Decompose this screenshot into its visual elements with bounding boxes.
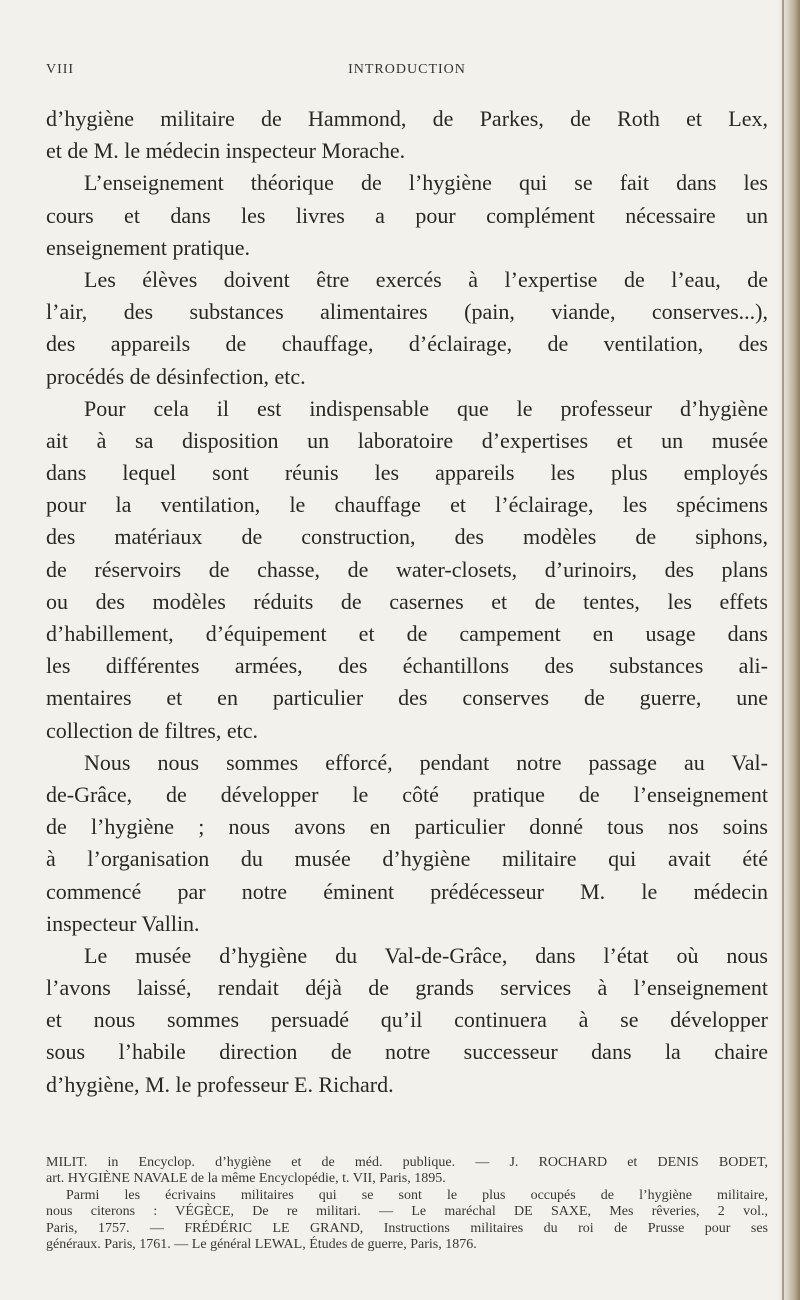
footnote-line: généraux. Paris, 1761. — Le général LEWAL, Études de guerre, Paris, 1876.	[46, 1236, 477, 1252]
page-number: VIII	[46, 62, 75, 77]
body-line: Nous nous sommes efforcé, pendant notre passage au Val-	[84, 749, 768, 775]
footnotes	[46, 1155, 768, 1253]
body-line: l’air, des substances alimentaires (pain, viande, conserves...),	[46, 299, 768, 325]
body-line: cours et dans les livres a pour complément nécessaire un	[46, 202, 768, 228]
body-line: collection de filtres, etc.	[46, 717, 258, 743]
body-line: des matériaux de construction, des modèles de siphons,	[46, 524, 768, 550]
page-header	[46, 62, 768, 80]
body-line: L’enseignement théorique de l’hygiène qui se fait dans les	[84, 170, 768, 196]
body-line: dans lequel sont réunis les appareils les plus employés	[46, 460, 768, 486]
footnote-line: art. HYGIÈNE NAVALE de la même Encyclopédie, t. VII, Paris, 1895.	[46, 1171, 446, 1187]
body-line: de l’hygiène ; nous avons en particulier donné tous nos soins	[46, 814, 768, 840]
body-line: commencé par notre éminent prédécesseur M. le médecin	[46, 878, 768, 904]
footnote-line: nous citerons : VÉGÈCE, De re militari. — Le maréchal DE SAXE, Mes rêveries, 2 vol.,	[46, 1204, 768, 1220]
body-line: mentaires et en particulier des conserves de guerre, une	[46, 685, 768, 711]
body-line: Les élèves doivent être exercés à l’expertise de l’eau, de	[84, 266, 768, 292]
body-text	[46, 103, 768, 1101]
body-line: pour la ventilation, le chauffage et l’éclairage, les spécimens	[46, 492, 768, 518]
body-line: de réservoirs de chasse, de water-closets, d’urinoirs, des plans	[46, 556, 768, 582]
body-line: procédés de désinfection, etc.	[46, 363, 306, 389]
body-line: l’avons laissé, rendait déjà de grands services à l’enseignement	[46, 975, 768, 1001]
body-line: inspecteur Vallin.	[46, 910, 200, 936]
body-line: Le musée d’hygiène du Val-de-Grâce, dans l’état où nous	[84, 942, 768, 968]
body-line: et de M. le médecin inspecteur Morache.	[46, 138, 406, 164]
body-line: d’hygiène, M. le professeur E. Richard.	[46, 1071, 394, 1097]
footnote-line: MILIT. in Encyclop. d’hygiène et de méd. publique. — J. ROCHARD et DENIS BODET,	[46, 1155, 768, 1170]
body-line: d’hygiène militaire de Hammond, de Parkes, de Roth et Lex,	[46, 106, 768, 131]
body-line: et nous sommes persuadé qu’il continuera à se développer	[46, 1007, 768, 1033]
body-line: ou des modèles réduits de casernes et de tentes, les effets	[46, 588, 768, 614]
footnote-line: Paris, 1757. — FRÉDÉRIC LE GRAND, Instructions militaires du roi de Prusse pour ses	[46, 1220, 768, 1236]
body-line: d’habillement, d’équipement et de campement en usage dans	[46, 621, 768, 646]
running-head: INTRODUCTION	[348, 62, 466, 77]
body-line: à l’organisation du musée d’hygiène militaire qui avait été	[46, 846, 768, 872]
footnote-line: Parmi les écrivains militaires qui se sont le plus occupés de l’hygiène militaire,	[66, 1187, 768, 1203]
body-line: enseignement pratique.	[46, 234, 251, 260]
body-line: de-Grâce, de développer le côté pratique de l’enseignement	[46, 781, 768, 807]
body-line: des appareils de chauffage, d’éclairage, de ventilation, des	[46, 331, 768, 357]
body-line: ait à sa disposition un laboratoire d’expertises et un musée	[46, 427, 768, 453]
page-edge-line	[782, 0, 784, 1300]
body-line: les différentes armées, des échantillons des substances ali-	[46, 653, 768, 679]
body-line: Pour cela il est indispensable que le professeur d’hygiène	[84, 395, 768, 421]
body-line: sous l’habile direction de notre successeur dans la chaire	[46, 1039, 768, 1065]
